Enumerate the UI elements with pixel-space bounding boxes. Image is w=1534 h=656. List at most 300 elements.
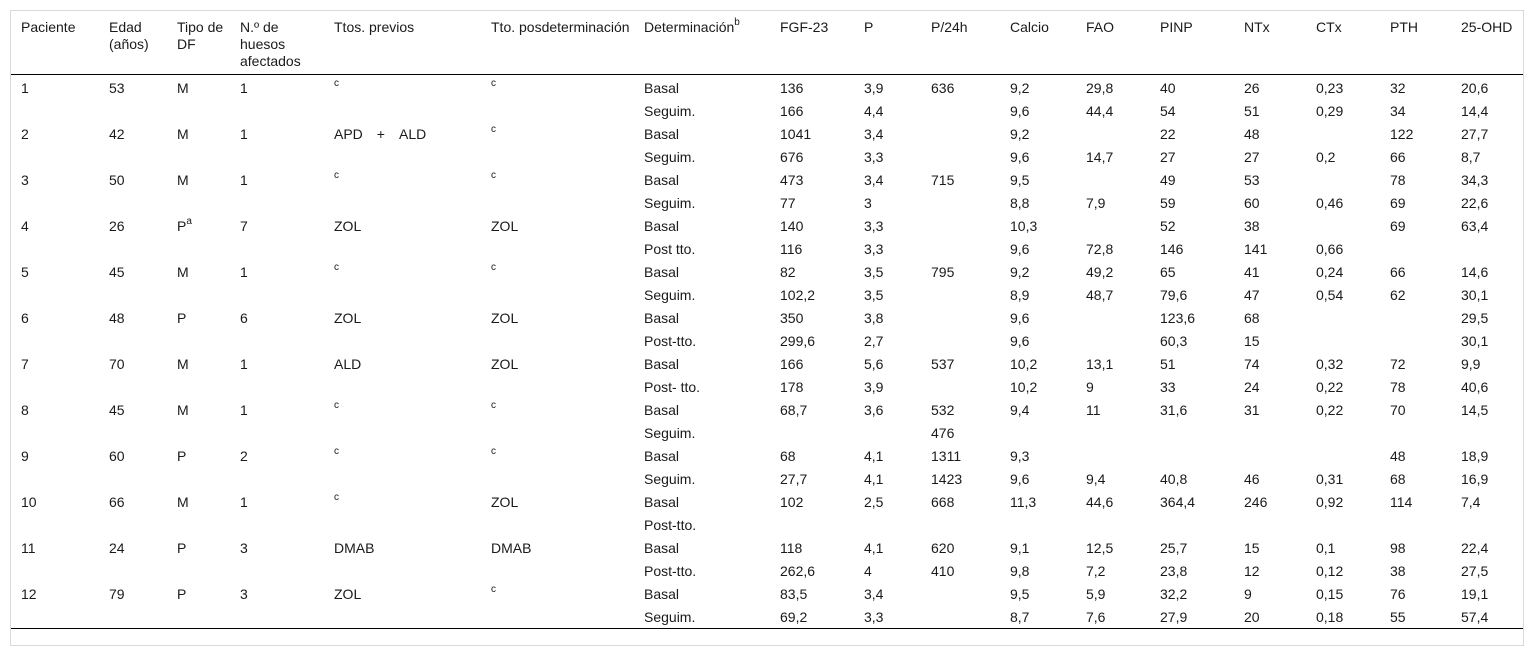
cell-p: 5,6	[864, 355, 884, 372]
cell-fao: 11	[1086, 401, 1101, 418]
cell-calcio: 9,6	[1010, 470, 1030, 487]
cell-25ohd: 8,7	[1461, 148, 1481, 165]
cell-tipo-df	[167, 261, 230, 284]
cell-ctx: 0,29	[1316, 102, 1344, 119]
table-row	[11, 537, 1523, 560]
cell-fao	[1076, 123, 1150, 146]
cell-ntx: 47	[1244, 286, 1260, 303]
cell-p24h	[921, 100, 1000, 123]
footnote-marker: c	[491, 399, 496, 411]
cell-ttos-previos-empty	[324, 468, 481, 491]
cell-tipo-df	[167, 169, 230, 192]
cell-ntx: 24	[1244, 378, 1260, 395]
cell-calcio: 9,2	[1010, 125, 1030, 142]
cell-pinp: 79,6	[1160, 286, 1188, 303]
cell-huesos-empty	[230, 100, 324, 123]
table-row	[11, 215, 1523, 238]
cell-pth: 66	[1390, 148, 1406, 165]
cell-ctx: 0,12	[1316, 562, 1344, 579]
header-fgf23: FGF-23	[770, 15, 854, 75]
cell-ttos-previos-empty	[324, 146, 481, 169]
cell-pinp: 32,2	[1160, 585, 1188, 602]
cell-paciente: 4	[21, 217, 29, 234]
cell-determinacion: Seguim.	[644, 424, 696, 441]
cell-tto-post-value: ZOL	[491, 493, 519, 510]
cell-ttos-previos-value: ALD	[334, 355, 362, 372]
footnote-marker: c	[491, 169, 496, 181]
cell-pinp: 364,4	[1160, 493, 1196, 510]
cell-paciente: 1	[21, 80, 29, 96]
cell-fao	[1076, 169, 1150, 192]
cell-ctx: 0,66	[1316, 240, 1344, 257]
cell-pth: 72	[1390, 355, 1406, 372]
cell-determinacion: Seguim.	[644, 194, 696, 211]
cell-tipo-df-empty	[167, 376, 230, 399]
cell-ntx	[1234, 445, 1306, 468]
cell-fgf23: 83,5	[780, 585, 808, 602]
cell-p: 3,4	[864, 125, 884, 142]
cell-p: 4,1	[864, 539, 884, 556]
cell-pth	[1380, 330, 1451, 353]
cell-tto-post	[481, 583, 634, 606]
cell-25ohd: 14,6	[1461, 263, 1489, 280]
cell-ntx: 27	[1244, 148, 1260, 165]
cell-tto-post-value: ZOL	[491, 309, 519, 326]
table-row	[11, 192, 1523, 215]
cell-calcio: 8,9	[1010, 286, 1030, 303]
cell-pth: 32	[1390, 80, 1406, 96]
cell-fgf23: 1041	[780, 125, 812, 142]
cell-fao: 48,7	[1086, 286, 1114, 303]
cell-huesos-empty	[230, 284, 324, 307]
cell-p24h: 620	[931, 539, 955, 556]
cell-25ohd: 30,1	[1461, 332, 1489, 349]
cell-ntx: 9	[1244, 585, 1252, 602]
cell-edad: 53	[109, 80, 125, 96]
cell-ctx	[1306, 169, 1380, 192]
cell-fgf23: 77	[780, 194, 796, 211]
cell-ttos-previos	[324, 537, 481, 560]
cell-determinacion: Seguim.	[644, 148, 696, 165]
cell-paciente: 6	[21, 309, 29, 326]
cell-p: 3,3	[854, 606, 921, 629]
cell-pinp: 40	[1160, 80, 1176, 96]
cell-determinacion: Basal	[644, 539, 680, 556]
cell-determinacion: Basal	[644, 401, 680, 418]
cell-tipo-df-value: P	[177, 447, 187, 464]
header-ctx: CTx	[1306, 15, 1380, 75]
cell-tipo-df-empty	[167, 284, 230, 307]
cell-ctx: 0,54	[1316, 286, 1344, 303]
cell-p24h: 795	[931, 263, 955, 280]
cell-p24h: 715	[931, 171, 955, 188]
cell-fao: 13,1	[1086, 355, 1114, 372]
cell-fgf23: 262,6	[780, 562, 816, 579]
cell-fao: 49,2	[1086, 263, 1114, 280]
cell-edad: 60	[109, 447, 125, 464]
cell-ctx: 0,22	[1316, 401, 1344, 418]
cell-tto-post-empty	[481, 560, 634, 583]
cell-p24h	[921, 606, 1000, 629]
cell-huesos: 3	[240, 539, 248, 556]
cell-huesos-empty	[230, 376, 324, 399]
cell-fao	[1076, 445, 1150, 468]
cell-25ohd: 7,4	[1461, 493, 1481, 510]
header-pinp: PINP	[1150, 15, 1234, 75]
header-calcio: Calcio	[1000, 15, 1076, 75]
cell-tipo-df	[167, 75, 230, 100]
cell-p: 3,4	[864, 585, 884, 602]
cell-ctx	[1306, 422, 1380, 445]
cell-pinp	[1150, 422, 1234, 445]
cell-25ohd	[1451, 238, 1523, 261]
cell-p: 3,3	[864, 148, 884, 165]
cell-tipo-df-empty	[167, 238, 230, 261]
header-p24h: P/24h	[921, 15, 1000, 75]
table-row	[11, 376, 1523, 399]
cell-ttos-previos	[324, 75, 481, 100]
cell-pth: 55	[1380, 606, 1451, 629]
cell-tipo-df	[167, 445, 230, 468]
header-ntx: NTx	[1234, 15, 1306, 75]
cell-tto-post	[481, 491, 634, 514]
cell-paciente: 7	[21, 355, 29, 372]
cell-fgf23: 136	[780, 80, 804, 96]
cell-determinacion: Post tto.	[644, 240, 696, 257]
cell-pth	[1380, 514, 1451, 537]
cell-pinp: 33	[1160, 378, 1176, 395]
cell-p24h: 1423	[931, 470, 963, 487]
cell-determinacion: Post- tto.	[644, 378, 701, 395]
cell-p24h: 410	[931, 562, 955, 579]
cell-paciente-empty	[11, 376, 99, 399]
cell-fgf23: 140	[780, 217, 804, 234]
cell-tto-post-value: ZOL	[491, 355, 519, 372]
cell-calcio: 9,8	[1010, 562, 1030, 579]
cell-ctx: 0,31	[1316, 470, 1344, 487]
cell-pinp: 59	[1160, 194, 1176, 211]
cell-determinacion: Basal	[644, 447, 680, 464]
cell-pth	[1380, 307, 1451, 330]
cell-pth: 69	[1390, 194, 1406, 211]
header-25ohd: 25-OHD	[1451, 15, 1523, 75]
cell-ntx: 41	[1244, 263, 1260, 280]
cell-edad: 24	[109, 539, 125, 556]
cell-pinp: 60,3	[1160, 332, 1188, 349]
cell-paciente: 11	[21, 539, 36, 556]
cell-fgf23: 299,6	[780, 332, 816, 349]
cell-pinp: 40,8	[1160, 470, 1188, 487]
cell-tto-post	[481, 307, 634, 330]
cell-tto-post	[481, 123, 634, 146]
cell-paciente-empty	[11, 192, 99, 215]
header-paciente: Paciente	[11, 15, 99, 75]
cell-pth	[1380, 238, 1451, 261]
cell-edad-empty	[99, 422, 167, 445]
cell-ntx	[1234, 422, 1306, 445]
cell-tto-post	[481, 445, 634, 468]
cell-p24h	[921, 215, 1000, 238]
cell-tipo-df-value: P	[177, 585, 187, 602]
cell-ctx	[1306, 445, 1380, 468]
header-tipo: Tipo de DF	[167, 15, 230, 75]
table-row	[11, 75, 1523, 100]
cell-p24h	[921, 583, 1000, 606]
cell-calcio: 9,6	[1010, 332, 1030, 349]
cell-ttos-previos-empty	[324, 376, 481, 399]
cell-determinacion: Basal	[644, 80, 680, 96]
cell-ttos-previos-empty	[324, 330, 481, 353]
cell-fgf23: 69,2	[770, 606, 854, 629]
cell-tipo-df-empty	[167, 606, 230, 629]
cell-25ohd: 14,4	[1461, 102, 1489, 119]
cell-paciente-empty	[11, 606, 99, 629]
cell-fao	[1076, 422, 1150, 445]
cell-25ohd: 40,6	[1461, 378, 1489, 395]
table-row	[11, 606, 1523, 629]
cell-ctx: 0,92	[1316, 493, 1344, 510]
cell-determinacion: Basal	[644, 171, 680, 188]
cell-paciente-empty	[11, 514, 99, 537]
cell-fao: 5,9	[1086, 585, 1106, 602]
cell-calcio: 11,3	[1010, 493, 1037, 510]
cell-calcio: 10,3	[1010, 217, 1038, 234]
cell-pinp: 51	[1160, 355, 1176, 372]
cell-fgf23: 116	[780, 240, 803, 257]
cell-fgf23: 27,7	[780, 470, 808, 487]
cell-p24h: 537	[931, 355, 955, 372]
cell-huesos-empty	[230, 514, 324, 537]
cell-tipo-df-value: M	[177, 401, 189, 418]
cell-tto-post	[481, 169, 634, 192]
cell-ttos-previos	[324, 261, 481, 284]
cell-tto-post-empty	[481, 468, 634, 491]
cell-edad-empty	[99, 560, 167, 583]
cell-tipo-df	[167, 583, 230, 606]
cell-tto-post-value: ZOL	[491, 217, 519, 234]
cell-pinp: 27,9	[1150, 606, 1234, 629]
cell-25ohd: 22,6	[1461, 194, 1489, 211]
cell-huesos: 2	[240, 447, 248, 464]
footnote-marker: c	[491, 123, 496, 135]
cell-ttos-previos-value: APD	[334, 125, 363, 142]
cell-ttos-previos-empty	[324, 192, 481, 215]
cell-ctx: 0,2	[1316, 148, 1336, 165]
cell-huesos-empty	[230, 560, 324, 583]
cell-edad-empty	[99, 238, 167, 261]
cell-tto-post	[481, 75, 634, 100]
cell-calcio: 8,8	[1010, 194, 1030, 211]
table-row	[11, 445, 1523, 468]
cell-calcio: 9,4	[1010, 401, 1030, 418]
cell-determinacion: Basal	[644, 217, 680, 234]
cell-p24h	[921, 307, 1000, 330]
cell-25ohd	[1451, 514, 1523, 537]
cell-calcio: 9,6	[1010, 309, 1030, 326]
cell-p: 2,5	[864, 493, 884, 510]
cell-calcio: 9,3	[1010, 447, 1030, 464]
cell-fao: 9,4	[1086, 470, 1106, 487]
cell-ttos-previos	[324, 169, 481, 192]
cell-25ohd: 9,9	[1461, 355, 1481, 372]
cell-tipo-df-value: P	[177, 217, 187, 234]
cell-calcio: 10,2	[1010, 355, 1038, 372]
cell-ctx	[1306, 307, 1380, 330]
cell-paciente-empty	[11, 330, 99, 353]
cell-tto-post	[481, 215, 634, 238]
cell-pth: 98	[1390, 539, 1406, 556]
cell-edad: 70	[109, 355, 125, 372]
cell-huesos-empty	[230, 238, 324, 261]
cell-ttos-previos	[324, 215, 481, 238]
cell-paciente: 10	[21, 493, 37, 510]
cell-ttos-previos-empty	[324, 284, 481, 307]
cell-ctx	[1306, 123, 1380, 146]
cell-p: 3,4	[864, 171, 884, 188]
header-edad: Edad (años)	[99, 15, 167, 75]
table-row	[11, 123, 1523, 146]
footnote-marker: c	[334, 169, 339, 181]
cell-paciente-empty	[11, 284, 99, 307]
header-huesos: N.º de huesos afectados	[230, 15, 324, 75]
cell-p: 3,8	[864, 309, 884, 326]
footnote-marker: c	[334, 261, 339, 273]
table-row	[11, 353, 1523, 376]
cell-ntx: 48	[1244, 125, 1260, 142]
cell-25ohd: 30,1	[1461, 286, 1489, 303]
cell-fao	[1076, 307, 1150, 330]
footnote-marker: c	[491, 78, 496, 90]
cell-ttos-previos-empty	[324, 100, 481, 123]
cell-p: 3,5	[864, 286, 884, 303]
footnote-marker: c	[334, 399, 339, 411]
cell-ttos-previos-empty	[324, 560, 481, 583]
cell-25ohd: 14,5	[1461, 401, 1489, 418]
cell-p: 4,1	[864, 447, 884, 464]
cell-calcio: 9,6	[1010, 102, 1030, 119]
cell-25ohd: 20,6	[1461, 80, 1489, 96]
table-row	[11, 146, 1523, 169]
cell-pth: 66	[1390, 263, 1406, 280]
cell-pth: 48	[1390, 447, 1406, 464]
cell-calcio: 9,5	[1010, 171, 1030, 188]
cell-ntx: 12	[1244, 562, 1260, 579]
cell-huesos-empty	[230, 468, 324, 491]
cell-ctx	[1306, 514, 1380, 537]
cell-pth: 62	[1390, 286, 1406, 303]
cell-determinacion: Post-tto.	[644, 562, 697, 579]
cell-p: 3,6	[864, 401, 884, 418]
cell-tipo-df	[167, 537, 230, 560]
cell-paciente-empty	[11, 100, 99, 123]
cell-huesos: 7	[240, 217, 248, 234]
cell-pth	[1380, 422, 1451, 445]
cell-pth: 114	[1390, 493, 1413, 510]
cell-huesos: 6	[240, 309, 248, 326]
cell-tto-post-empty	[481, 192, 634, 215]
cell-tto-post-empty	[481, 376, 634, 399]
cell-ttos-previos-value: DMAB	[334, 539, 375, 556]
cell-paciente: 5	[21, 263, 29, 280]
cell-tipo-df-empty	[167, 146, 230, 169]
cell-pinp: 146	[1160, 240, 1184, 257]
cell-pth: 34	[1390, 102, 1406, 119]
cell-fao	[1076, 514, 1150, 537]
cell-pinp: 27	[1160, 148, 1176, 165]
cell-p24h	[921, 284, 1000, 307]
table-row	[11, 330, 1523, 353]
cell-tipo-df-empty	[167, 422, 230, 445]
cell-tipo-df-empty	[167, 330, 230, 353]
cell-paciente: 9	[21, 447, 29, 464]
cell-huesos: 1	[240, 401, 248, 418]
cell-ctx: 0,18	[1306, 606, 1380, 629]
cell-ttos-previos	[324, 123, 481, 146]
cell-tto-post-empty	[481, 238, 634, 261]
header-determinacion-footnote: b	[734, 17, 740, 29]
cell-tipo-df	[167, 491, 230, 514]
cell-p: 3,5	[864, 263, 884, 280]
cell-paciente: 2	[21, 125, 29, 142]
cell-fgf23: 82	[780, 263, 796, 280]
cell-ctx: 0,1	[1316, 539, 1336, 556]
cell-ctx	[1306, 215, 1380, 238]
table-row	[11, 583, 1523, 606]
cell-ttos-previos	[324, 491, 481, 514]
header-p: P	[854, 15, 921, 75]
patients-table	[11, 15, 1523, 629]
cell-p	[854, 422, 921, 445]
cell-tto-post-empty	[481, 146, 634, 169]
cell-fao: 7,2	[1086, 562, 1106, 579]
cell-fgf23: 118	[780, 539, 803, 556]
cell-fgf23: 166	[780, 355, 804, 372]
footnote-marker: c	[491, 261, 496, 273]
cell-fgf23: 68,7	[780, 401, 808, 418]
cell-p: 2,7	[864, 332, 884, 349]
cell-edad: 66	[109, 493, 125, 510]
cell-fgf23: 102,2	[780, 286, 816, 303]
cell-fao: 72,8	[1086, 240, 1114, 257]
cell-ttos-previos	[324, 583, 481, 606]
cell-tto-post	[481, 537, 634, 560]
cell-pth: 70	[1390, 401, 1406, 418]
cell-p	[854, 514, 921, 537]
cell-calcio: 9,6	[1010, 240, 1030, 257]
cell-ttos-previos-empty	[324, 606, 481, 629]
cell-fao: 12,5	[1086, 539, 1114, 556]
cell-determinacion: Seguim.	[644, 286, 696, 303]
cell-determinacion: Seguim.	[644, 470, 696, 487]
cell-tto-post-empty	[481, 330, 634, 353]
cell-tipo-df-empty	[167, 192, 230, 215]
cell-p: 4	[864, 562, 872, 579]
table-row	[11, 422, 1523, 445]
cell-pinp: 49	[1160, 171, 1176, 188]
cell-calcio: 10,2	[1010, 378, 1038, 395]
cell-fgf23: 676	[780, 148, 804, 165]
cell-tipo-df-value: P	[177, 539, 187, 556]
table-row	[11, 261, 1523, 284]
table-row	[11, 491, 1523, 514]
cell-tto-post	[481, 261, 634, 284]
cell-determinacion: Post-tto.	[644, 516, 697, 533]
cell-ntx: 20	[1234, 606, 1306, 629]
cell-edad: 50	[109, 171, 125, 188]
cell-pinp: 25,7	[1160, 539, 1188, 556]
cell-determinacion: Basal	[644, 125, 680, 142]
cell-paciente-empty	[11, 146, 99, 169]
